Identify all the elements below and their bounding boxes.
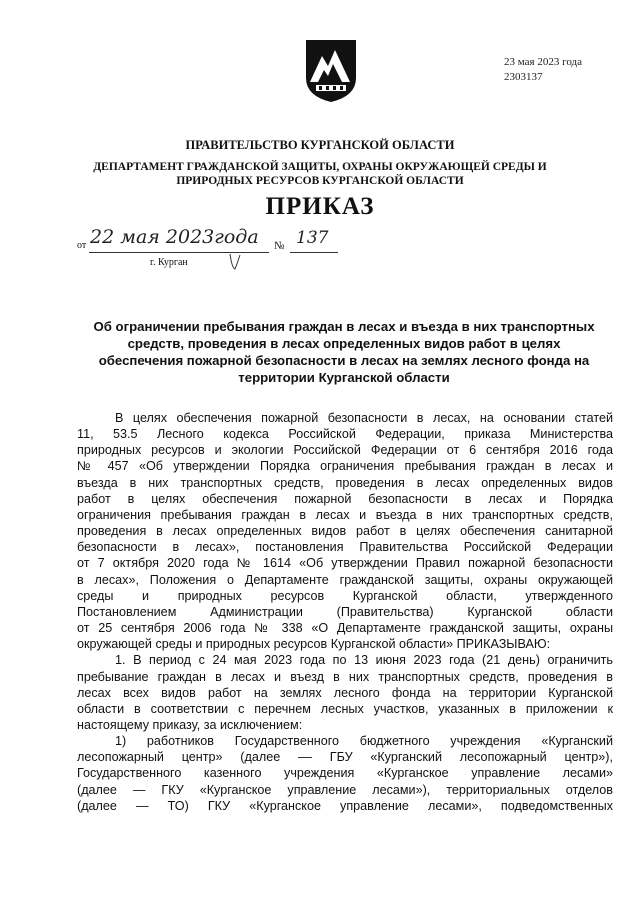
- body-line: пребывание граждан в лесах и въезд в них транспортных средств, проведения в: [77, 669, 613, 684]
- body-line: окружающей среды и природных ресурсов Курганской области» ПРИКАЗЫВАЮ:: [77, 637, 551, 652]
- body-line: (далее — ГКУ «Курганское управление лесами»), территориальных отделов: [77, 782, 613, 797]
- order-body: [77, 410, 613, 814]
- body-line: въезда в них транспортных средств, проведения в лесах определенных видов: [77, 475, 613, 490]
- title-line: территории Курганской области: [238, 370, 450, 385]
- body-line: среды и природных ресурсов Курганской области, утвержденного: [77, 588, 613, 603]
- body-line: работ в целях обеспечения пожарной безопасности в лесах и Порядка: [77, 491, 613, 506]
- body-line: проведения в лесах определенных видов работ в целях обеспечения санитарной: [77, 524, 613, 539]
- body-line: (далее — ТО) ГКУ «Курганское управление лесами», подведомственных: [77, 798, 613, 813]
- order-date-handwritten: 22 мая 2023года: [90, 226, 259, 248]
- stamp-code: 2303137: [504, 71, 543, 83]
- number-label: №: [274, 240, 285, 252]
- number-underline: [290, 252, 338, 253]
- registration-stamp: [504, 55, 582, 85]
- body-line: лесопожарный центр» (далее –– ГБУ «Курганский лесопожарный центр»),: [77, 750, 613, 765]
- body-line: в лесах», Положения о Департаменте гражданской защиты, охраны окружающей: [77, 572, 613, 587]
- body-line: лесах всех видов работ на землях лесного фонда на территории Курганской: [77, 685, 613, 700]
- city: г. Курган: [150, 257, 188, 268]
- body-line: безопасности в лесах», постановления Правительства Российской Федерации: [77, 540, 613, 555]
- body-line: 1) работников Государственного бюджетного учреждения «Курганский: [115, 734, 613, 749]
- body-line: от 25 сентября 2006 года № 338 «О Департаменте гражданской защиты, охраны: [77, 621, 613, 636]
- order-title: [74, 318, 614, 386]
- title-line: Об ограничении пребывания граждан в лесах и въезда в них транспортных: [93, 319, 595, 334]
- body-line: ограничения пребывания граждан в лесах и въезда в них транспортных средств,: [77, 507, 613, 522]
- body-line: 11, 53.5 Лесного кодекса Российской Федерации, приказа Министерства: [77, 427, 613, 442]
- body-line: природных ресурсов и экологии Российской Федерации от 6 сентября 2016 года: [77, 443, 613, 458]
- document-type: ПРИКАЗ: [265, 193, 375, 220]
- date-label: от: [77, 240, 87, 251]
- department-line-1: ДЕПАРТАМЕНТ ГРАЖДАНСКОЙ ЗАЩИТЫ, ОХРАНЫ ОКРУЖАЮЩЕЙ СРЕДЫ И: [93, 161, 547, 173]
- department-line-2: ПРИРОДНЫХ РЕСУРСОВ КУРГАНСКОЙ ОБЛАСТИ: [176, 175, 464, 187]
- coat-of-arms-icon: [304, 38, 358, 104]
- order-number-handwritten: 137: [296, 228, 329, 248]
- title-line: средств, проведения в лесах определенных видов работ в целях: [127, 336, 561, 351]
- body-line: настоящему приказу, за исключением:: [77, 717, 303, 732]
- government-name: ПРАВИТЕЛЬСТВО КУРГАНСКОЙ ОБЛАСТИ: [185, 138, 455, 152]
- body-line: от 7 октября 2020 года № 1614 «Об утверждении Правил пожарной безопасности: [77, 556, 613, 571]
- title-line: обеспечения пожарной безопасности в лесах на землях лесного фонда на: [98, 353, 590, 368]
- body-line: Постановлением Администрации (Правительства) Курганской области: [77, 604, 613, 619]
- body-line: № 457 «Об утверждении Порядка ограничения пребывания граждан в лесах и: [77, 459, 613, 474]
- body-line: области в соответствии с перечнем лесных участков, указанных в приложении к: [77, 701, 613, 716]
- body-line: Государственного казенного учреждения «Курганское управление лесами»: [77, 766, 613, 781]
- body-line: 1. В период с 24 мая 2023 года по 13 июня 2023 года (21 день) ограничить: [115, 653, 613, 668]
- body-line: В целях обеспечения пожарной безопасности в лесах, на основании статей: [115, 411, 613, 425]
- department-name: [70, 160, 570, 188]
- pen-mark-icon: [228, 252, 242, 272]
- date-underline: [89, 252, 269, 253]
- stamp-date: 23 мая 2023 года: [504, 56, 582, 68]
